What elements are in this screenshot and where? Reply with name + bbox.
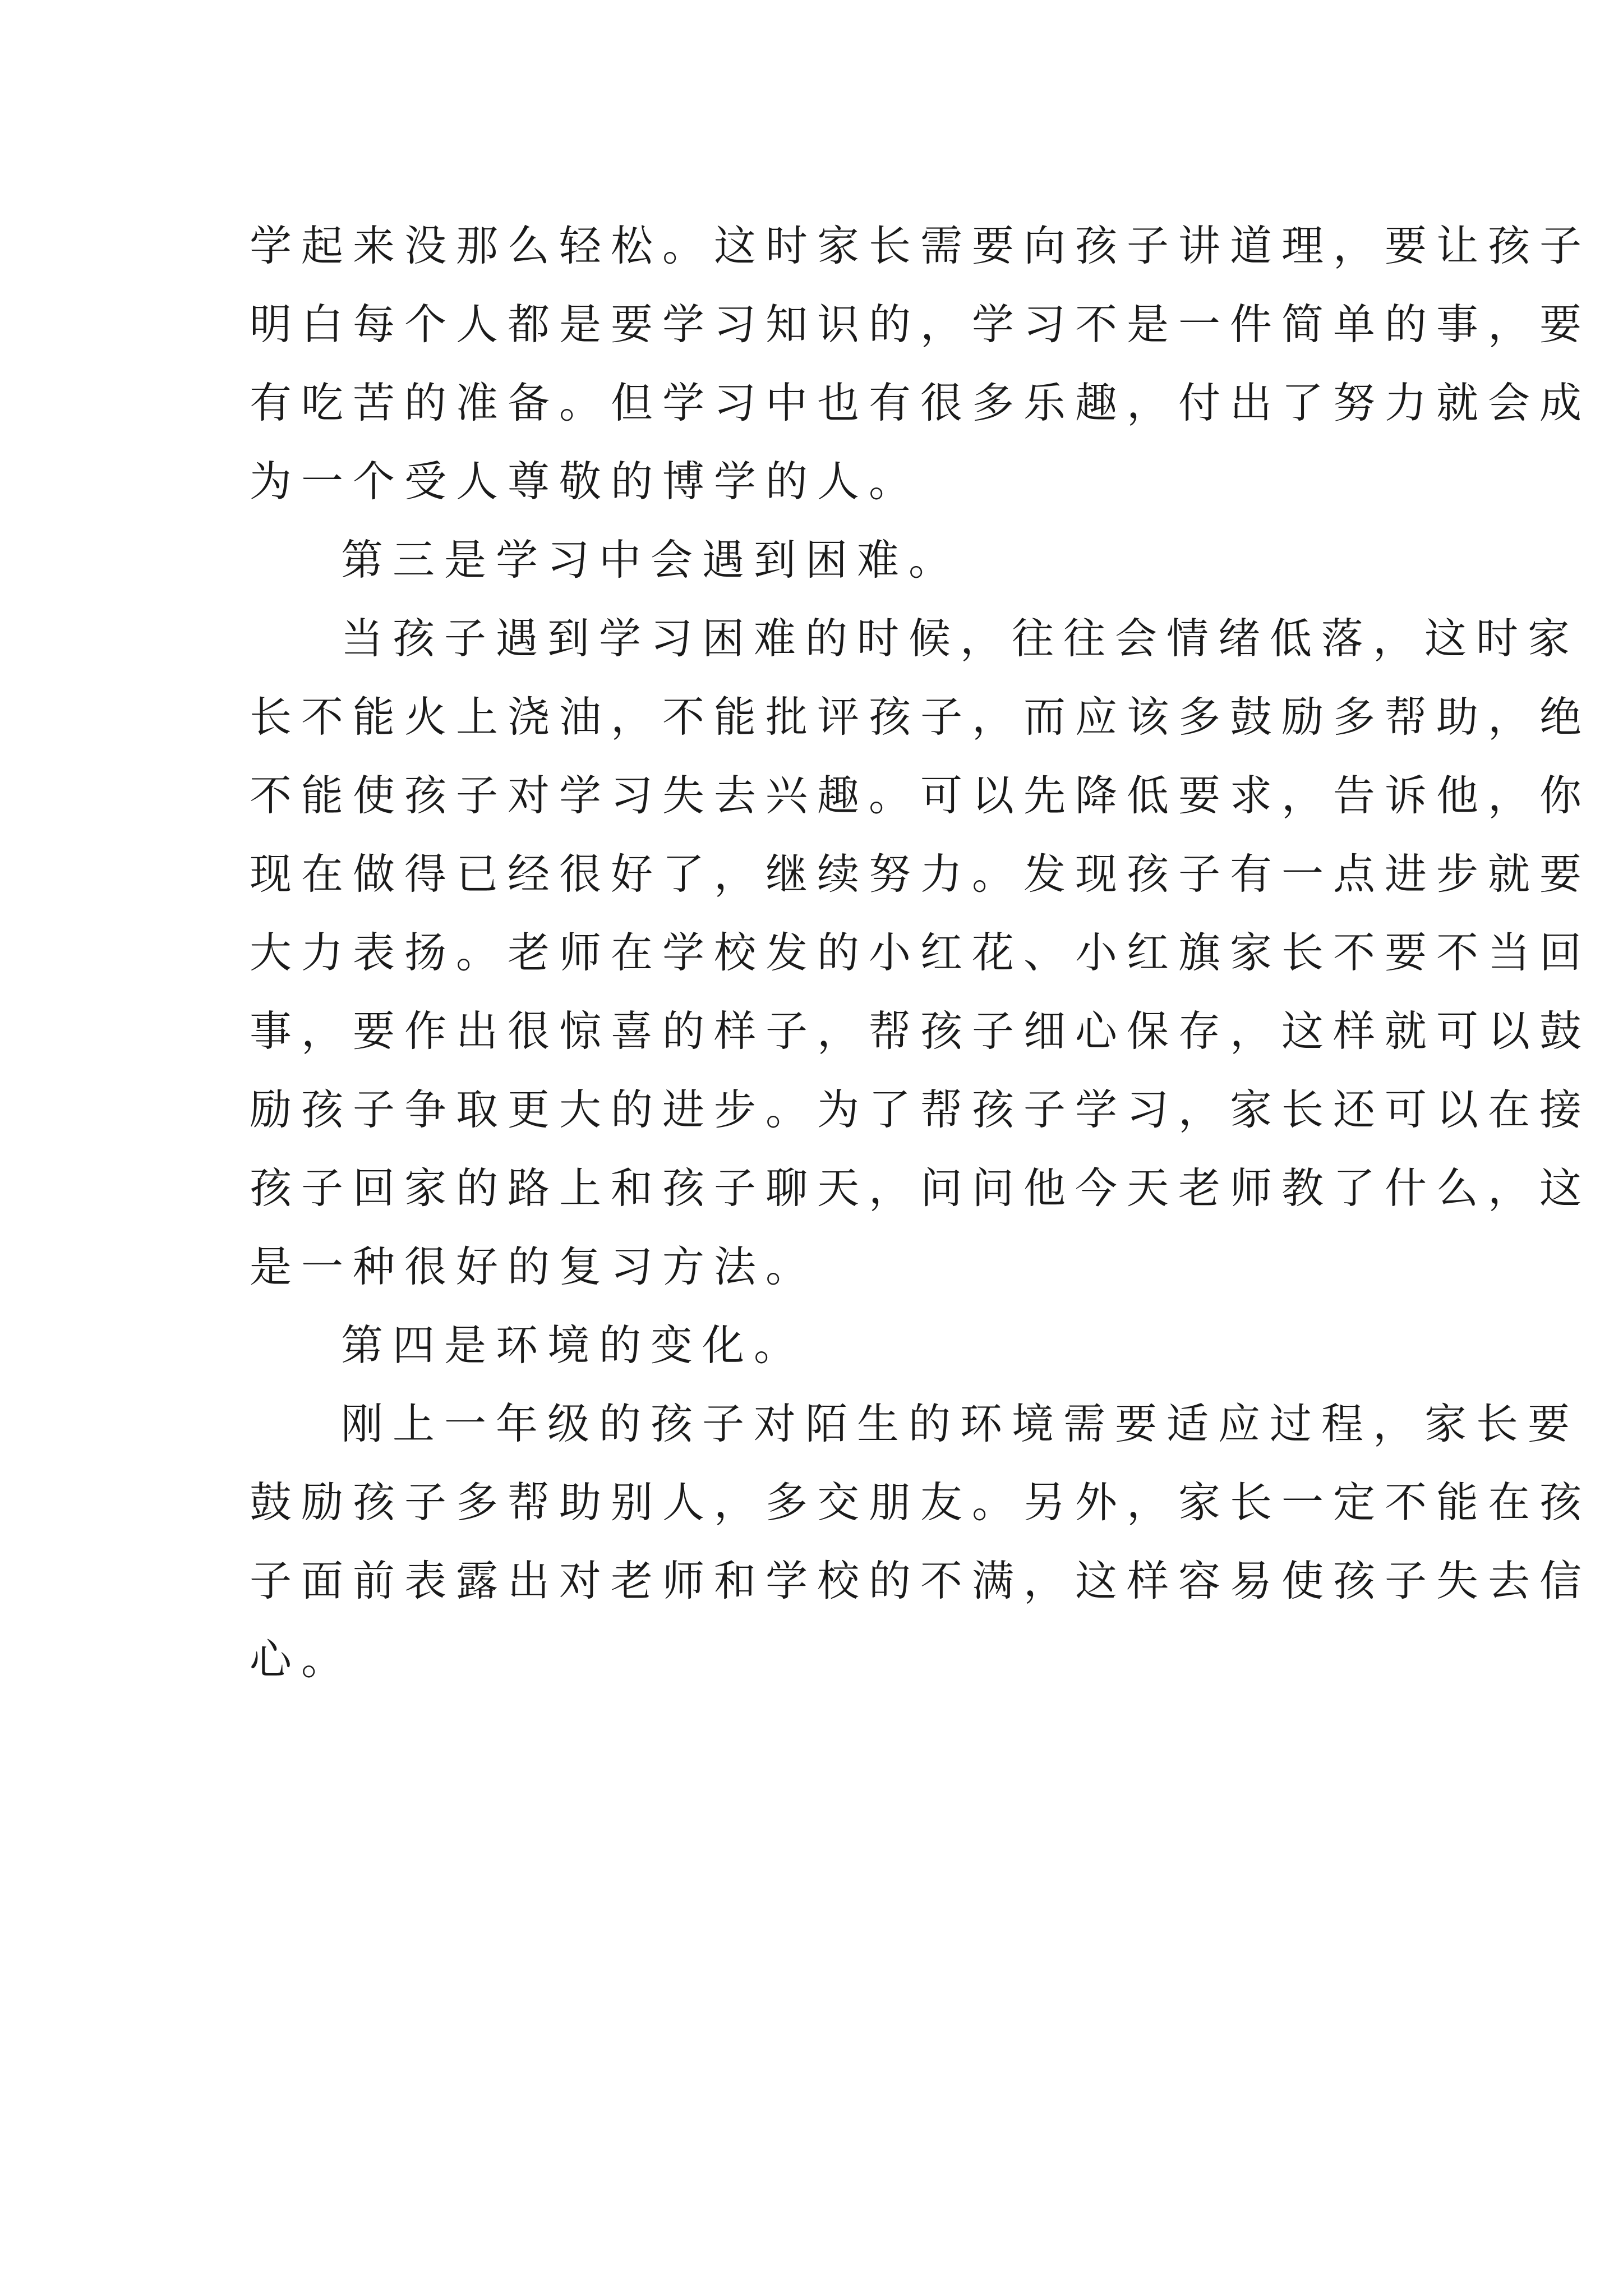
text-line: 事，要作出很惊喜的样子，帮孩子细心保存，这样就可以鼓: [250, 1006, 1592, 1056]
text-line: 为一个受人尊敬的博学的人。: [250, 457, 921, 506]
text-line: 孩子回家的路上和孩子聊天，问问他今天老师教了什么，这: [250, 1163, 1592, 1213]
text-line: 励孩子争取更大的进步。为了帮孩子学习，家长还可以在接: [250, 1085, 1592, 1134]
text-line: 不能使孩子对学习失去兴趣。可以先降低要求，告诉他，你: [250, 771, 1592, 820]
heading-point-four: [250, 1306, 1382, 1384]
text-line: 刚上一年级的孩子对陌生的环境需要适应过程，家长要: [341, 1399, 1580, 1448]
text-line: 明白每个人都是要学习知识的，学习不是一件简单的事，要: [250, 300, 1592, 349]
text-line: 鼓励孩子多帮助别人，多交朋友。另外，家长一定不能在孩: [250, 1478, 1592, 1527]
section-heading: 第三是学习中会遇到困难。: [341, 535, 961, 585]
text-line: 长不能火上浇油，不能批评孩子，而应该多鼓励多帮助，绝: [250, 692, 1592, 742]
text-line: 心。: [250, 1635, 353, 1684]
section-heading: 第四是环境的变化。: [341, 1320, 806, 1370]
heading-point-three: [250, 521, 1382, 599]
text-line: 有吃苦的准备。但学习中也有很多乐趣，付出了努力就会成: [250, 378, 1592, 427]
text-line: 现在做得已经很好了，继续努力。发现孩子有一点进步就要: [250, 849, 1592, 899]
text-line: 学起来没那么轻松。这时家长需要向孩子讲道理，要让孩子: [250, 221, 1592, 270]
document-body: [250, 206, 1592, 1699]
text-line: 是一种很好的复习方法。: [250, 1242, 818, 1291]
paragraph-continued: [250, 206, 1592, 521]
paragraph-learning-difficulty: [250, 599, 1592, 1306]
text-line: 子面前表露出对老师和学校的不满，这样容易使孩子失去信: [250, 1556, 1592, 1605]
text-line: 大力表扬。老师在学校发的小红花、小红旗家长不要不当回: [250, 928, 1592, 977]
text-line: 当孩子遇到学习困难的时候，往往会情绪低落，这时家: [341, 614, 1580, 663]
paragraph-environment-change: [250, 1384, 1592, 1699]
